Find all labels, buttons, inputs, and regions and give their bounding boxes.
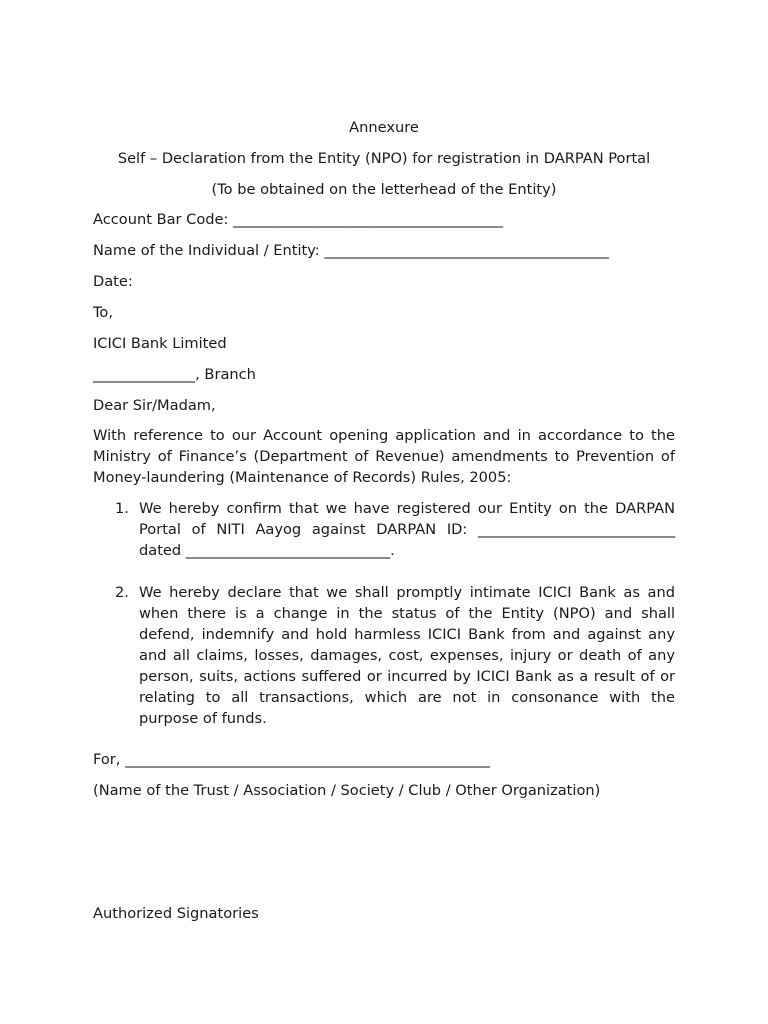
list-item-text: We hereby declare that we shall promptly intimate ICICI Bank as and when there is a change in the status of the Entity (NPO) and shall defend, indemnify and hold harmless ICICI Bank from and against any and all claims, losses, damages, cost, expenses, injury or death of any person, suits, actions suffered or incurred by ICICI Bank as a result of or relating to all transactions, which are not in consonance with the purpose of funds. — [139, 584, 675, 727]
organization-note: (Name of the Trust / Association / Society / Club / Other Organization) — [93, 782, 601, 799]
for-organization-field: For, __________________________________________________ — [93, 751, 490, 768]
intro-paragraph: With reference to our Account opening application and in accordance to the Ministry of Finance’s (Department of Revenue) amendments to Prevention of Money-laundering (Maintenance of Records) Rules, 2005: — [93, 427, 675, 486]
entity-name-field: Name of the Individual / Entity: _______________________________________ — [93, 242, 609, 259]
branch-field: ______________, Branch — [93, 366, 256, 383]
list-item — [93, 582, 675, 729]
list-item-number: 1. — [115, 500, 129, 517]
document-subtitle: (To be obtained on the letterhead of the Entity) — [211, 181, 557, 198]
account-bar-code-field: Account Bar Code: _____________________________________ — [93, 211, 504, 228]
annexure-heading: Annexure — [349, 119, 419, 136]
list-item — [93, 498, 675, 561]
list-item-text: We hereby confirm that we have registered our Entity on the DARPAN Portal of NITI Aayog against DARPAN ID: ___________________________ dated ____________________________. — [139, 500, 675, 559]
addressee-to: To, — [93, 304, 114, 321]
authorized-signatories-label: Authorized Signatories — [93, 905, 259, 922]
date-field: Date: — [93, 273, 133, 290]
list-item-number: 2. — [115, 584, 129, 601]
bank-name: ICICI Bank Limited — [93, 335, 227, 352]
salutation: Dear Sir/Madam, — [93, 397, 216, 414]
document-title: Self – Declaration from the Entity (NPO) for registration in DARPAN Portal — [117, 150, 651, 167]
